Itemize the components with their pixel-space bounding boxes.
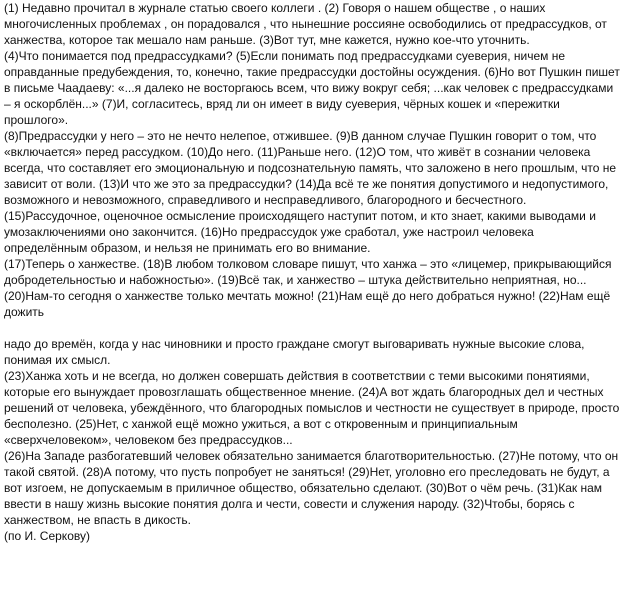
- paragraph-prejudices: (4)Что понимается под предрассудками? (5)Если понимать под предрассудками суеверия, ничем не оправданные предубеждения, то, конечно, такие предрассудки достойны осуждения. (6)Но вот Пушкин пишет в письме Чаадаеву: «...я далеко не восторгаюсь всем, что вижу вокруг себя; ...как человек с предрассудками – я оскорблён...» (7)И, согласитесь, вряд ли он имеет в виду суеверия, чёрных кошек и «пережитки прошлого».: [4, 49, 620, 127]
- author-credit: (по И. Серкову): [4, 529, 90, 543]
- paragraph-hypocrisy: (17)Теперь о ханжестве. (18)В любом толковом словаре пишут, что ханжа – это «лицемер, прикрывающийся добродетельностью и набожностью». (19)Всё так, и ханжество – штука действительно неприятная, но... (20)Нам-то сегодня о ханжестве только мечтать можно! (21)Нам ещё до него добраться нужно! (22)Нам ещё дожить: [4, 257, 612, 319]
- paragraph-hypocrite: (23)Ханжа хоть и не всегда, но должен совершать действия в соответствии с теми высокими понятиями, которые его вынуждает провозглашать общественное мнение. (24)А вот ждать благородных дел и честных решений от человека, убеждённого, что благородных помыслов и честности не существует в природе, просто бесполезно. (25)Нет, с ханжой ещё можно ужиться, а вот с откровенным и принципиальным «сверхчеловеком», человеком без предрассудков...: [4, 369, 620, 447]
- paragraph-intro: (1) Недавно прочитал в журнале статью своего коллеги . (2) Говоря о нашем обществе , о наших многочисленных проблемах , он порадовался , что нынешние россияне освободились от предрассудков, от ханжества, которое так мешало нам раньше. (3)Вот тут, мне кажется, нужно кое-что уточнить.: [4, 1, 607, 47]
- paragraph-west: (26)На Западе разбогатевший человек обязательно занимается благотворительностью. (27)Не потому, что он такой святой. (28)А потому, что пусть попробует не заняться! (29)Нет, уголовно его преследовать не будут, а вот изгоем, не допускаемым в приличное общество, обязательно сделают. (30)Вот о чём речь. (31)Как нам ввести в нашу жизнь высокие понятия долга и чести, совести и служения народу. (32)Чтобы, борясь с ханжеством, не впасть в дикость.: [4, 449, 619, 527]
- paragraph-reasoning: (15)Рассудочное, оценочное осмысление происходящего наступит потом, и кто знает, какими выводами и умозаключениями оно закончится. (16)Но предрассудок уже сработал, уже настроил человека определённым образом, и нельзя не принимать его во внимание.: [4, 209, 596, 255]
- paragraph-pushkin: (8)Предрассудки у него – это не нечто нелепое, отжившее. (9)В данном случае Пушкин говорит о том, что «включается» перед рассудком. (10)До него. (11)Раньше него. (12)О том, что живёт в сознании человека всегда, что составляет его эмоциональную и подсознательную память, что заложено в него прошлым, что не зависит от воли. (13)И что же это за предрассудки? (14)Да всё те же понятия допустимого и недопустимого, возможного и невозможного, справедливого и несправедливого, благородного и бесчестного.: [4, 129, 617, 207]
- paragraph-continuation: надо до времён, когда у нас чиновники и просто граждане смогут выговаривать нужные высокие слова, понимая их смысл.: [4, 337, 585, 367]
- paragraph-gap: [4, 320, 620, 336]
